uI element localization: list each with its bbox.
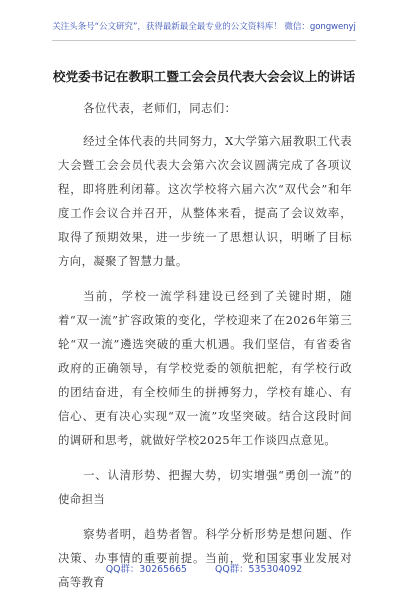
paragraph-situation: 当前，学校一流学科建设已经到了关键时期，随着“双一流”扩容政策的变化，学校迎来了在2026年第三轮“双一流”遴选突破的重大机遇。我们坚信，有省委省政府的正确领导，有学校党委的领航把舵，有学校行政的团结奋进，有全校师生的拼搏努力，学校有雄心、有信心、更有决心实现“双一流”攻坚突破。结合这段时间的调研和思考，就做好学校2025年工作谈四点意见。 bbox=[58, 289, 352, 447]
footer-qq-group-1: QQ群：30265665 bbox=[105, 564, 188, 575]
section-heading-1: 一、认清形势、把握大势，切实增强“勇创一流”的使命担当 bbox=[58, 468, 352, 506]
document-body bbox=[58, 96, 352, 594]
paragraph-opening: 经过全体代表的共同努力，X大学第六届教职工代表大会暨工会会员代表大会第六次会议圆满完成了各项议程，即将胜利闭幕。这次学校将六届六次“双代会”和年度工作会议合并召开，从整体来看，提高了会议效率，取得了预期效果，进一步统一了思想认识，明晰了目标方向，凝聚了智慧力量。 bbox=[58, 134, 352, 268]
footer-contact bbox=[0, 561, 408, 575]
paragraph-analysis: 察势者明，趋势者智。科学分析形势是想问题、作决策、办事情的重要前提。当前，党和国家事业发展对高等教育 bbox=[58, 527, 352, 589]
document-title: 校党委书记在教职工暨工会会员代表大会会议上的讲话 bbox=[52, 69, 356, 84]
header-promo-note: 关注头条号“公文研究”，获得最新最全最专业的公文资料库！ 微信：gongwenyj bbox=[52, 22, 356, 32]
greeting: 各位代表，老师们，同志们： bbox=[83, 101, 237, 115]
footer-qq-group-2: QQ群：535304092 bbox=[215, 564, 303, 575]
header-divider bbox=[52, 40, 356, 41]
